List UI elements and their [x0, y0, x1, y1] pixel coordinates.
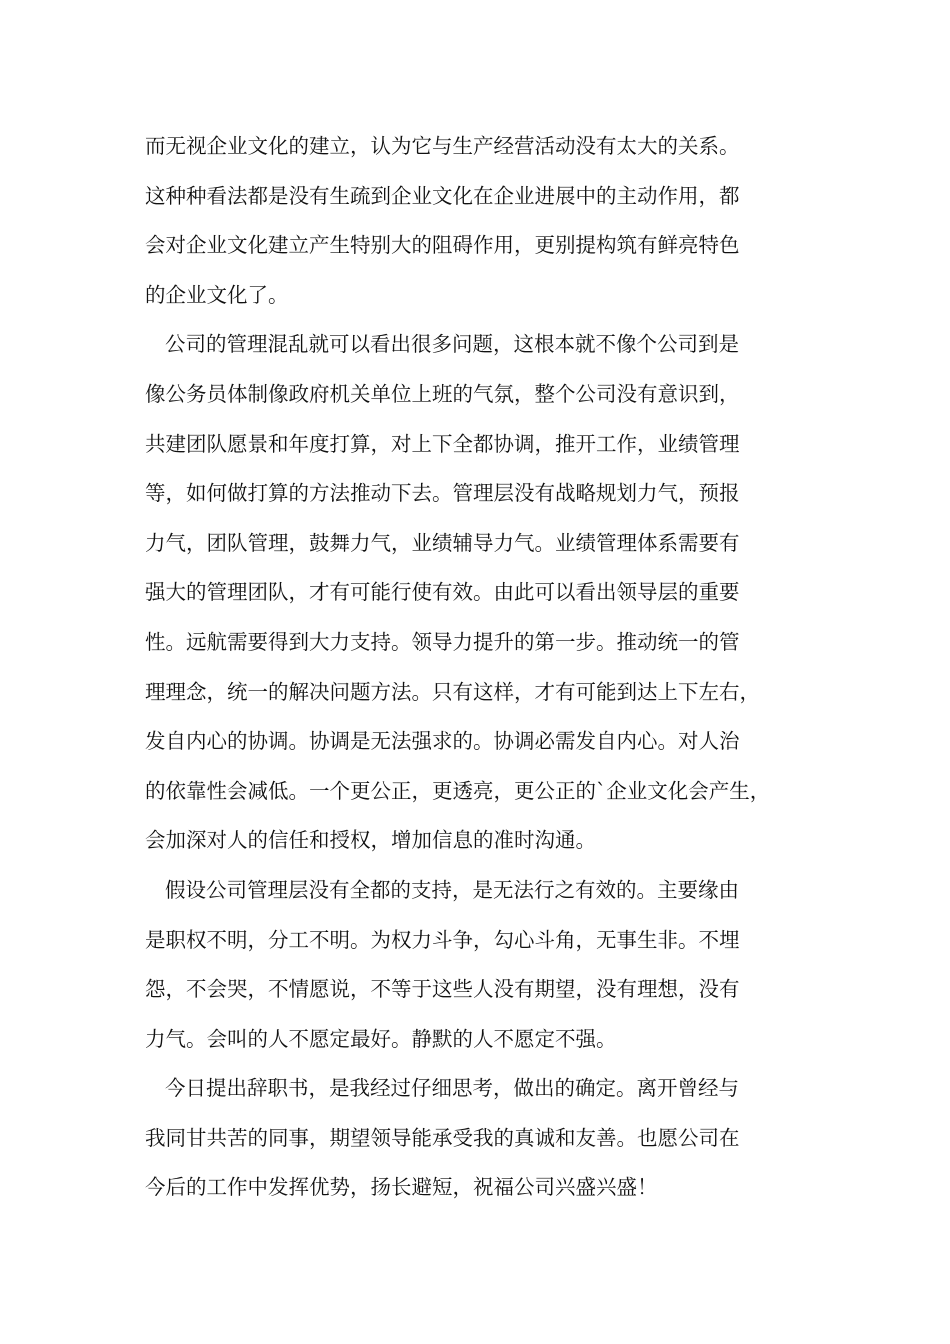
paragraph-first-line: 公司的管理混乱就可以看出很多问题，这根本就不像个公司到是	[165, 332, 739, 357]
paragraph-first-line: 假设公司管理层没有全都的支持，是无法行之有效的。主要缘由	[165, 877, 739, 902]
text-line: 的企业文化了。	[145, 282, 289, 307]
text-line: 是职权不明，分工不明。为权力斗争，勾心斗角，无事生非。不埋	[145, 927, 740, 952]
text-line: 这种种看法都是没有生疏到企业文化在企业进展中的主动作用，都	[145, 183, 740, 208]
text-line: 会对企业文化建立产生特别大的阻碍作用，更别提构筑有鲜亮特色	[145, 233, 740, 258]
text-line: 强大的管理团队，才有可能行使有效。由此可以看出领导层的重要	[145, 580, 740, 605]
paragraph-first-line: 今日提出辞职书，是我经过仔细思考，做出的确定。离开曾经与	[165, 1076, 739, 1101]
text-line: 发自内心的协调。协调是无法强求的。协调必需发自内心。对人治	[145, 729, 740, 754]
text-line: 的依靠性会减低。一个更公正，更透亮，更公正的`企业文化会产生，	[145, 778, 771, 803]
text-line: 怨，不会哭，不情愿说，不等于这些人没有期望，没有理想，没有	[145, 977, 740, 1002]
text-line: 会加深对人的信任和授权，增加信息的准时沟通。	[145, 828, 596, 853]
text-line: 性。远航需要得到大力支持。领导力提升的第一步。推动统一的管	[145, 629, 740, 654]
text-line: 力气。会叫的人不愿定最好。静默的人不愿定不强。	[145, 1026, 617, 1051]
text-line: 而无视企业文化的建立，认为它与生产经营活动没有太大的关系。	[145, 134, 740, 158]
text-line: 我同甘共苦的同事，期望领导能承受我的真诚和友善。也愿公司在	[145, 1125, 740, 1150]
text-line: 今后的工作中发挥优势，扬长避短，祝福公司兴盛兴盛！	[145, 1175, 658, 1200]
text-line: 理理念，统一的解决问题方法。只有这样，才有可能到达上下左右，	[145, 679, 760, 704]
document-body	[145, 131, 825, 1222]
text-line: 等，如何做打算的方法推动下去。管理层没有战略规划力气，预报	[145, 481, 740, 506]
text-line: 力气，团队管理，鼓舞力气，业绩辅导力气。业绩管理体系需要有	[145, 530, 740, 555]
text-line: 共建团队愿景和年度打算，对上下全都协调，推开工作，业绩管理	[145, 431, 740, 456]
text-line: 像公务员体制像政府机关单位上班的气氛，整个公司没有意识到，	[145, 381, 740, 406]
